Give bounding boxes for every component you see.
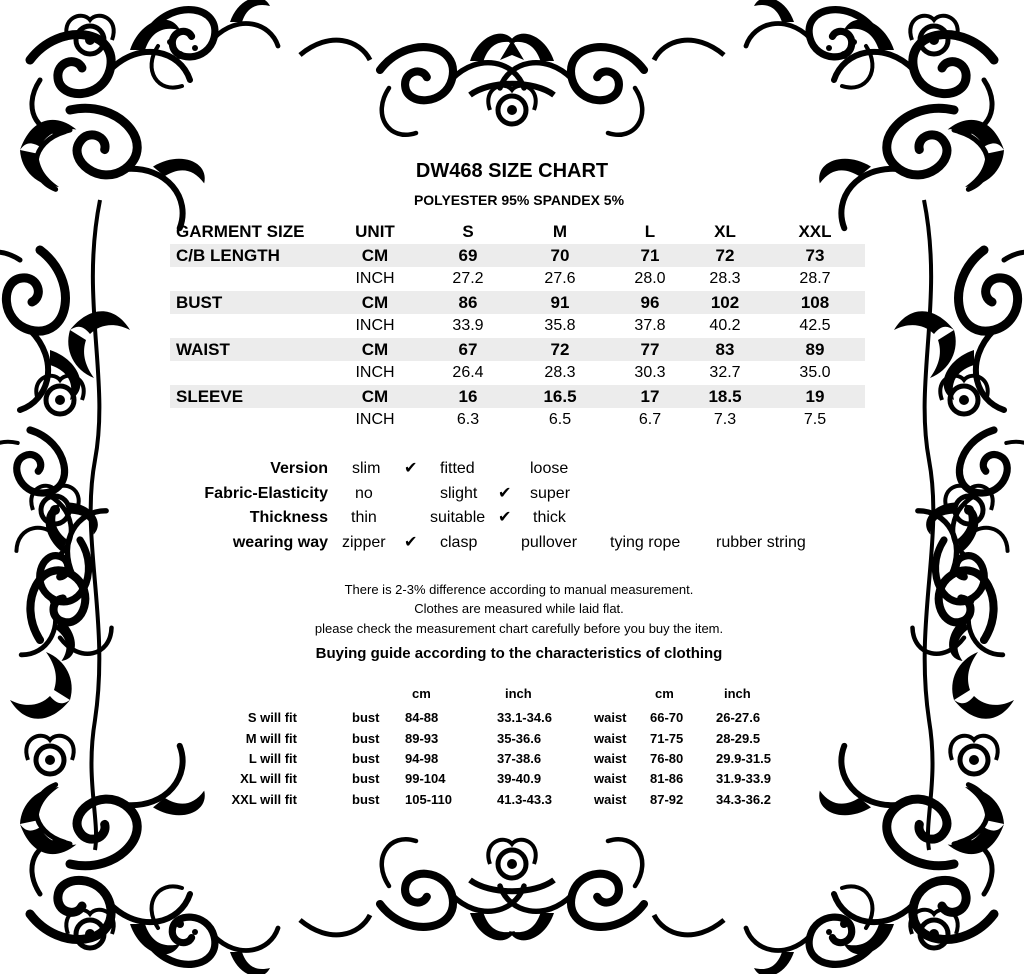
measure-bust: bust — [352, 792, 380, 807]
characteristic-version — [0, 458, 1024, 480]
row-unit: INCH — [355, 270, 395, 287]
value-s: 69 — [458, 246, 478, 265]
characteristic-thickness — [0, 507, 1024, 529]
row-unit: INCH — [355, 317, 395, 334]
waist-cm: 76-80 — [650, 751, 684, 766]
table-row-waist-cm — [170, 338, 865, 361]
value-l: 37.8 — [634, 317, 666, 334]
chart-title: DW468 SIZE CHART — [415, 160, 609, 182]
table-row-bust-inch — [170, 314, 865, 337]
bust-cm: 94-98 — [405, 751, 439, 766]
waist-inch: 28-29.5 — [716, 731, 761, 746]
fit-label: M will fit — [245, 731, 297, 746]
row-label: SLEEVE — [176, 387, 244, 406]
row-unit: CM — [361, 340, 389, 359]
value-l: 71 — [640, 246, 660, 265]
value-s: 26.4 — [452, 364, 484, 381]
measure-bust: bust — [352, 771, 380, 786]
option-tying-rope: tying rope — [610, 534, 681, 551]
table-row-cb-length-inch — [170, 267, 865, 290]
value-m: 27.6 — [544, 270, 576, 287]
guide-header-bust-cm: cm — [412, 686, 431, 701]
row-label: BUST — [176, 293, 223, 312]
value-m: 35.8 — [544, 317, 576, 334]
material-composition: POLYESTER 95% SPANDEX 5% — [413, 192, 625, 208]
characteristic-label: Thickness — [249, 509, 328, 526]
value-l: 96 — [640, 293, 660, 312]
value-l: 6.7 — [638, 411, 662, 428]
header-garment-size: GARMENT SIZE — [176, 222, 305, 241]
value-xl: 28.3 — [709, 270, 741, 287]
check-mark-icon: ✔ — [404, 534, 418, 551]
bust-cm: 99-104 — [405, 771, 446, 786]
value-s: 16 — [458, 387, 478, 406]
bust-inch: 37-38.6 — [497, 751, 542, 766]
row-unit: CM — [361, 293, 389, 312]
guide-row-l — [0, 748, 1024, 769]
value-s: 6.3 — [456, 411, 480, 428]
waist-cm: 87-92 — [650, 792, 684, 807]
characteristic-label: wearing way — [232, 534, 328, 551]
measure-bust: bust — [352, 731, 380, 746]
value-xxl: 19 — [805, 387, 825, 406]
characteristic-fabric-elasticity — [0, 483, 1024, 505]
value-xl: 40.2 — [709, 317, 741, 334]
option-zipper: zipper — [342, 534, 386, 551]
table-row-waist-inch — [170, 361, 865, 384]
waist-cm: 81-86 — [650, 771, 684, 786]
measure-waist: waist — [594, 710, 627, 725]
value-xl: 7.3 — [713, 411, 737, 428]
table-row-sleeve-cm — [170, 385, 865, 408]
row-unit: INCH — [355, 411, 395, 428]
row-unit: CM — [361, 246, 389, 265]
fit-label: S will fit — [247, 710, 297, 725]
value-xl: 83 — [715, 340, 735, 359]
row-unit: CM — [361, 387, 389, 406]
check-mark-icon: ✔ — [404, 460, 418, 477]
measure-waist: waist — [594, 771, 627, 786]
value-s: 67 — [458, 340, 478, 359]
characteristic-wearing-way — [0, 532, 1024, 554]
value-xxl: 108 — [800, 293, 830, 312]
value-m: 16.5 — [543, 387, 577, 406]
row-unit: INCH — [355, 364, 395, 381]
characteristic-label: Fabric-Elasticity — [204, 485, 328, 502]
bust-inch: 35-36.6 — [497, 731, 542, 746]
option-thick: thick — [533, 509, 566, 526]
value-xxl: 89 — [805, 340, 825, 359]
value-s: 86 — [458, 293, 478, 312]
fit-label: XXL will fit — [231, 792, 297, 807]
fit-label: L will fit — [248, 751, 297, 766]
value-xl: 32.7 — [709, 364, 741, 381]
value-m: 70 — [550, 246, 570, 265]
guide-row-s — [0, 707, 1024, 728]
header-size-xxl: XXL — [798, 222, 832, 241]
value-m: 91 — [550, 293, 570, 312]
bust-inch: 41.3-43.3 — [497, 792, 552, 807]
option-fitted: fitted — [440, 460, 475, 477]
value-xl: 102 — [710, 293, 740, 312]
waist-cm: 66-70 — [650, 710, 684, 725]
option-pullover: pullover — [521, 534, 578, 551]
note-laid-flat: Clothes are measured while laid flat. — [414, 601, 624, 616]
guide-row-m — [0, 728, 1024, 749]
row-label: C/B LENGTH — [176, 246, 280, 265]
bust-cm: 84-88 — [405, 710, 439, 725]
header-size-s: S — [462, 222, 474, 241]
measure-waist: waist — [594, 792, 627, 807]
bust-cm: 89-93 — [405, 731, 439, 746]
value-xxl: 73 — [805, 246, 825, 265]
option-loose: loose — [530, 460, 569, 477]
bust-cm: 105-110 — [405, 792, 452, 807]
value-xl: 72 — [715, 246, 735, 265]
size-table-header — [170, 220, 865, 243]
value-l: 17 — [640, 387, 660, 406]
waist-inch: 26-27.6 — [716, 710, 761, 725]
row-label: WAIST — [176, 340, 230, 359]
check-mark-icon: ✔ — [498, 509, 512, 526]
bust-inch: 39-40.9 — [497, 771, 542, 786]
value-l: 28.0 — [634, 270, 666, 287]
value-xl: 18.5 — [708, 387, 742, 406]
measure-waist: waist — [594, 751, 627, 766]
buying-guide-title: Buying guide according to the characteristics of clothing — [315, 645, 723, 662]
characteristic-label: Version — [270, 460, 328, 477]
option-slim: slim — [352, 460, 381, 477]
check-mark-icon: ✔ — [498, 485, 512, 502]
header-size-l: L — [644, 222, 656, 241]
guide-row-xxl — [0, 789, 1024, 810]
header-size-xl: XL — [714, 222, 736, 241]
value-m: 72 — [550, 340, 570, 359]
value-m: 6.5 — [548, 411, 572, 428]
note-measurement-difference: There is 2-3% difference according to manual measurement. — [344, 582, 694, 597]
guide-header-waist-inch: inch — [724, 686, 751, 701]
value-s: 27.2 — [452, 270, 484, 287]
note-check-chart: please check the measurement chart carefully before you buy the item. — [314, 621, 724, 636]
measure-bust: bust — [352, 710, 380, 725]
bust-inch: 33.1-34.6 — [497, 710, 552, 725]
header-unit: UNIT — [355, 222, 395, 241]
measure-bust: bust — [352, 751, 380, 766]
table-row-bust-cm — [170, 291, 865, 314]
option-thin: thin — [351, 509, 377, 526]
value-xxl: 42.5 — [799, 317, 831, 334]
option-slight: slight — [440, 485, 478, 502]
value-l: 77 — [640, 340, 660, 359]
option-rubber-string: rubber string — [716, 534, 806, 551]
guide-header-waist-cm: cm — [655, 686, 674, 701]
table-row-sleeve-inch — [170, 408, 865, 431]
waist-inch: 34.3-36.2 — [716, 792, 771, 807]
guide-header-bust-inch: inch — [505, 686, 532, 701]
value-s: 33.9 — [452, 317, 484, 334]
guide-row-xl — [0, 768, 1024, 789]
value-m: 28.3 — [544, 364, 576, 381]
value-l: 30.3 — [634, 364, 666, 381]
table-row-cb-length-cm — [170, 244, 865, 267]
waist-cm: 71-75 — [650, 731, 684, 746]
measure-waist: waist — [594, 731, 627, 746]
option-super: super — [530, 485, 571, 502]
value-xxl: 35.0 — [799, 364, 831, 381]
value-xxl: 28.7 — [799, 270, 831, 287]
waist-inch: 31.9-33.9 — [716, 771, 771, 786]
value-xxl: 7.5 — [803, 411, 827, 428]
fit-label: XL will fit — [240, 771, 297, 786]
header-size-m: M — [552, 222, 568, 241]
option-no: no — [355, 485, 373, 502]
option-suitable: suitable — [430, 509, 486, 526]
waist-inch: 29.9-31.5 — [716, 751, 771, 766]
option-clasp: clasp — [440, 534, 478, 551]
